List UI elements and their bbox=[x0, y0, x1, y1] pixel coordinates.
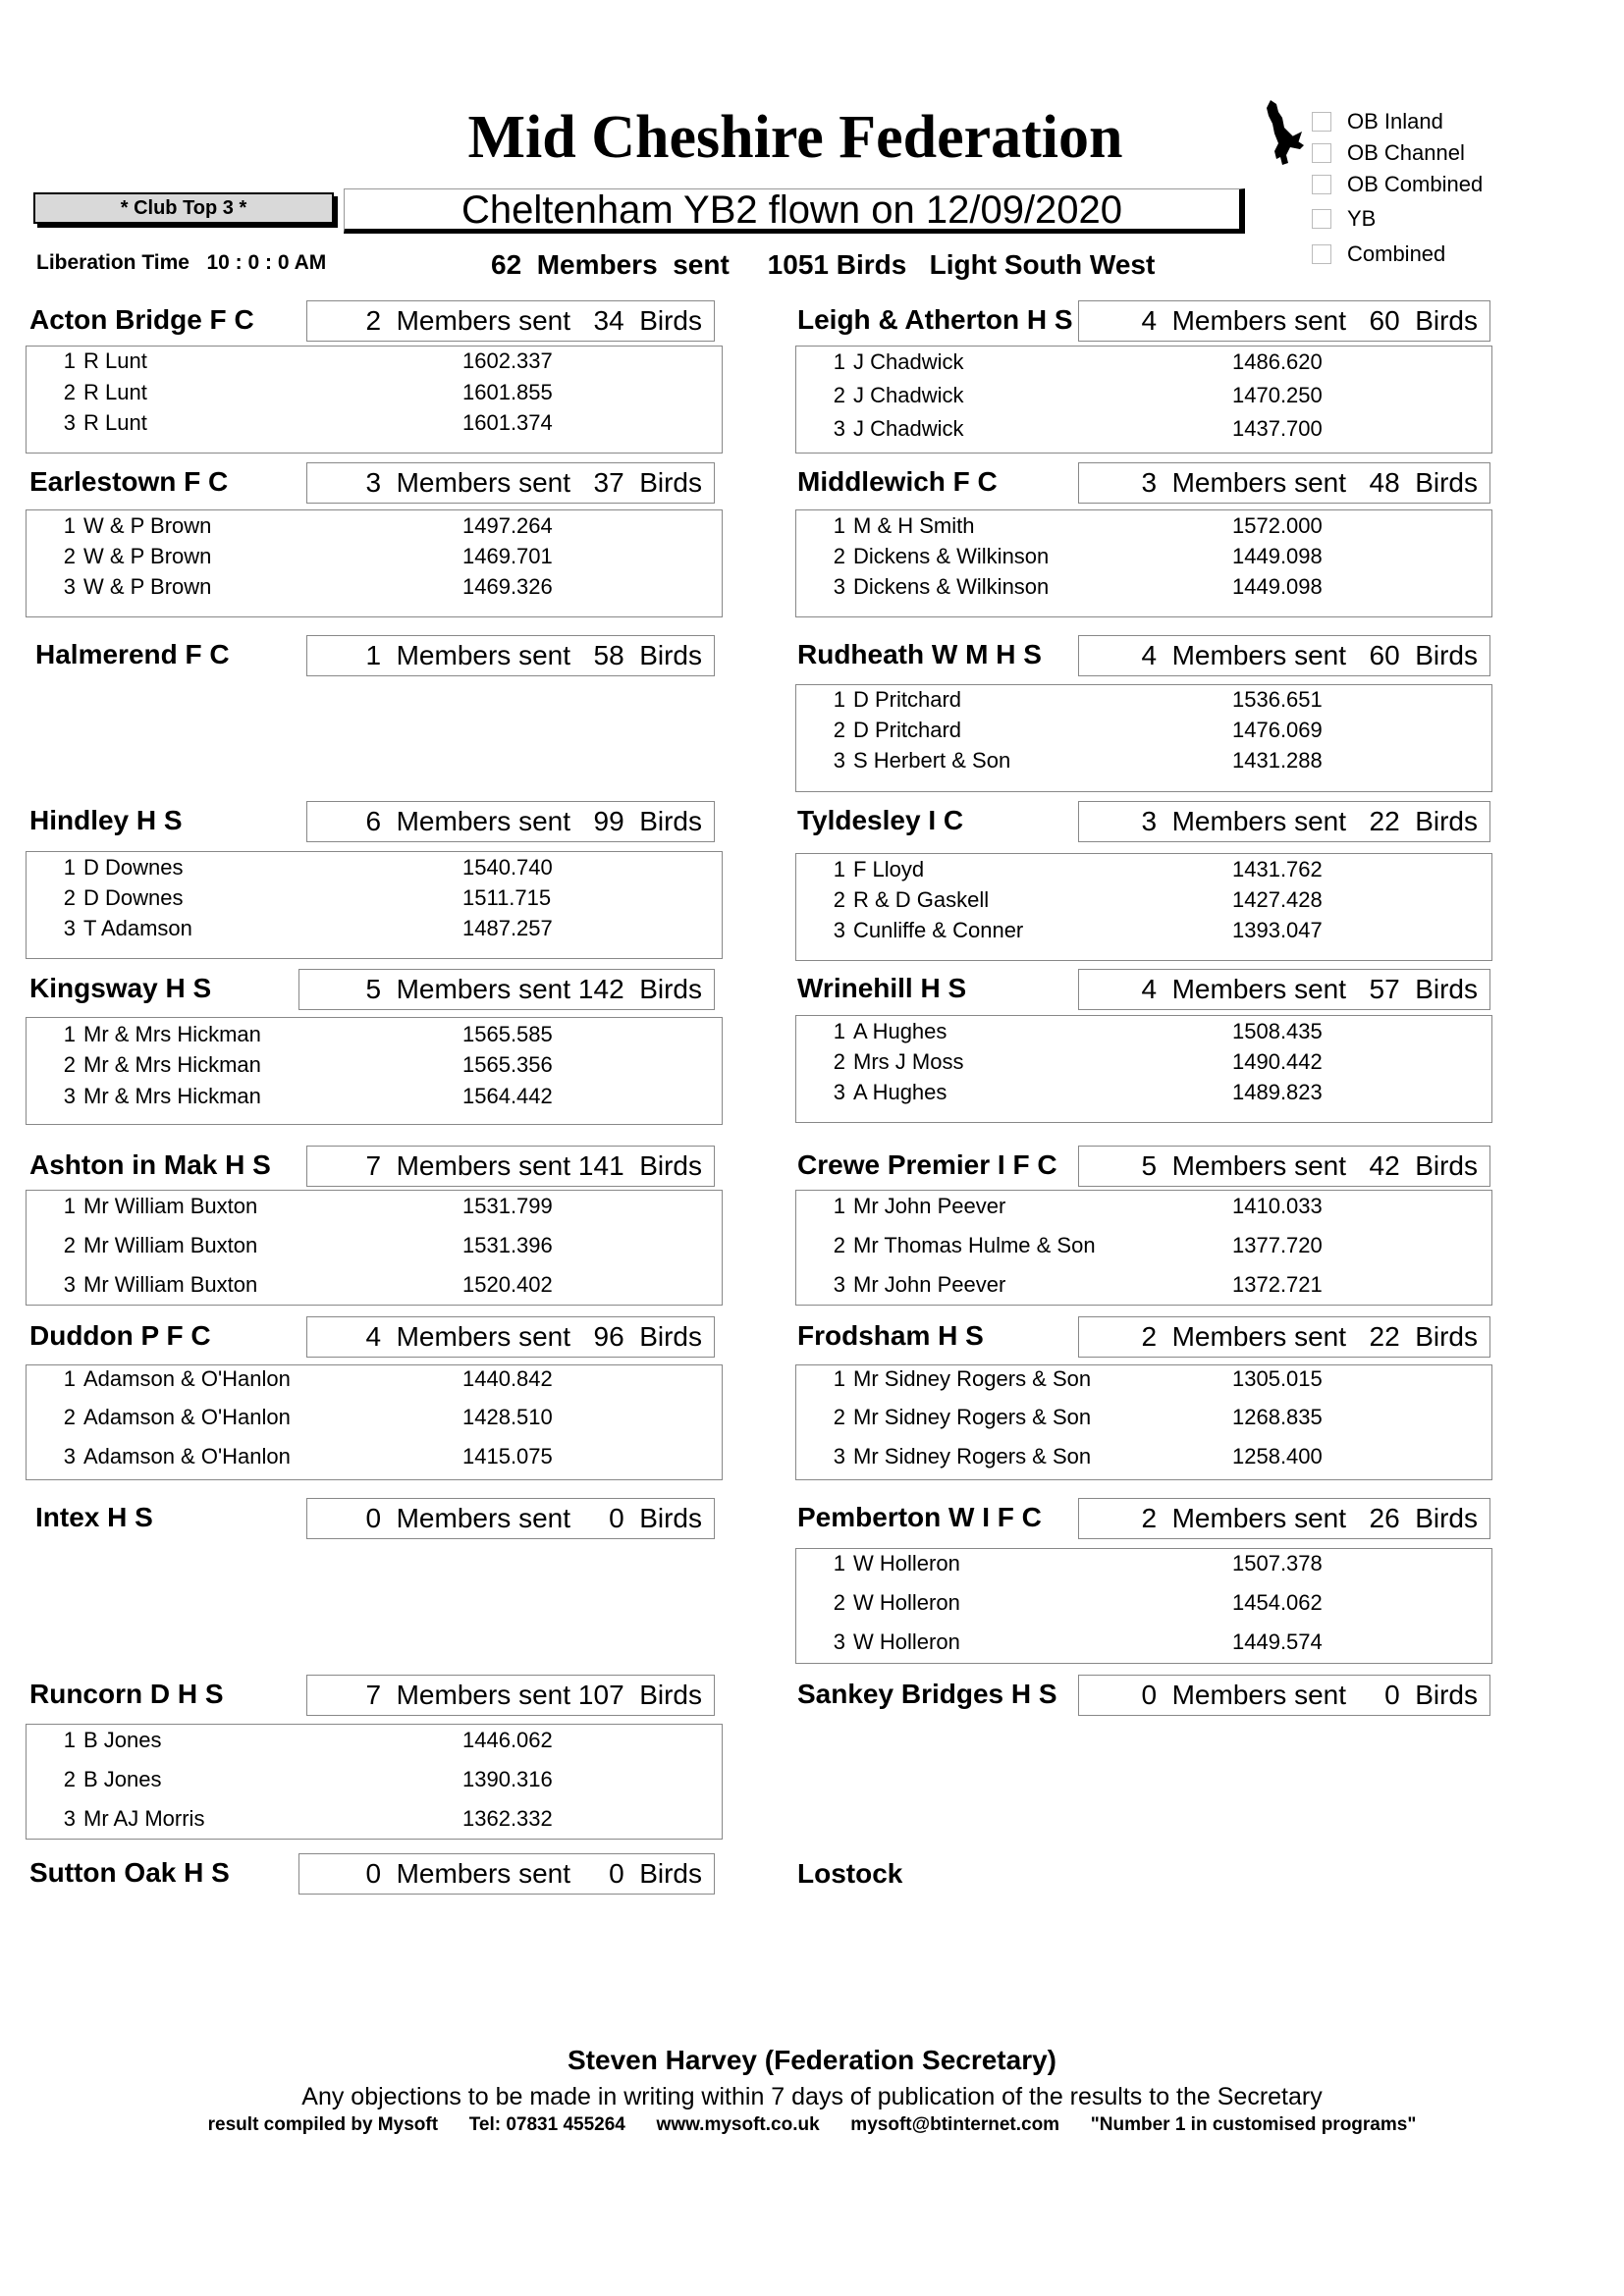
results-table bbox=[795, 684, 1492, 792]
legend-ob-channel[interactable] bbox=[1312, 138, 1465, 168]
result-position: 1 bbox=[63, 1728, 76, 1752]
club-name: Ashton in Mak H S bbox=[29, 1149, 271, 1180]
birds-sent: 58 Birds bbox=[593, 640, 702, 670]
results-table bbox=[26, 1724, 723, 1840]
result-position: 3 bbox=[833, 574, 845, 599]
club-stats bbox=[1078, 462, 1490, 504]
club-name: Lostock bbox=[797, 1858, 903, 1889]
birds-sent: 37 Birds bbox=[593, 467, 702, 498]
result-position: 2 bbox=[833, 887, 845, 912]
result-position: 3 bbox=[833, 1444, 845, 1468]
result-velocity: 1490.442 bbox=[1232, 1049, 1323, 1074]
birds-sent: 57 Birds bbox=[1369, 974, 1478, 1004]
result-velocity: 1565.585 bbox=[462, 1022, 553, 1046]
result-member: R Lunt bbox=[83, 348, 147, 373]
results-table bbox=[795, 509, 1492, 617]
club-name: Wrinehill H S bbox=[797, 973, 967, 1003]
result-velocity: 1470.250 bbox=[1232, 383, 1323, 407]
result-velocity: 1486.620 bbox=[1232, 349, 1323, 374]
result-velocity: 1511.715 bbox=[462, 885, 552, 910]
checkbox[interactable] bbox=[1312, 244, 1331, 264]
members-sent: 7 Members sent bbox=[365, 1150, 570, 1181]
result-position: 1 bbox=[833, 857, 845, 881]
result-velocity: 1377.720 bbox=[1232, 1233, 1323, 1257]
club-name: Intex H S bbox=[35, 1502, 153, 1532]
result-member: Mr Sidney Rogers & Son bbox=[853, 1444, 1092, 1468]
club-stats bbox=[306, 1675, 715, 1716]
result-position: 3 bbox=[833, 1629, 845, 1654]
result-velocity: 1520.402 bbox=[462, 1272, 553, 1297]
result-position: 2 bbox=[63, 544, 76, 568]
result-position: 2 bbox=[63, 1405, 76, 1429]
club-top-badge: * Club Top 3 * bbox=[33, 192, 334, 224]
birds-sent: 60 Birds bbox=[1369, 305, 1478, 336]
result-member: Mr William Buxton bbox=[83, 1272, 258, 1297]
result-position: 1 bbox=[833, 1019, 845, 1043]
result-member: Mr Thomas Hulme & Son bbox=[853, 1233, 1096, 1257]
result-member: R Lunt bbox=[83, 380, 147, 404]
legend-label: OB Inland bbox=[1347, 109, 1443, 133]
members-sent: 4 Members sent bbox=[1141, 305, 1346, 336]
results-table bbox=[26, 851, 723, 959]
result-position: 1 bbox=[833, 1194, 845, 1218]
birds-sent: 0 Birds bbox=[609, 1503, 702, 1533]
results-table bbox=[26, 1190, 723, 1306]
club-name: Acton Bridge F C bbox=[29, 304, 254, 335]
result-member: B Jones bbox=[83, 1767, 162, 1791]
result-member: W Holleron bbox=[853, 1590, 960, 1615]
result-member: D Downes bbox=[83, 885, 184, 910]
club-name: Rudheath W M H S bbox=[797, 639, 1042, 669]
club-name: Runcorn D H S bbox=[29, 1679, 224, 1709]
checkbox[interactable] bbox=[1312, 175, 1331, 194]
result-position: 1 bbox=[63, 1194, 76, 1218]
result-position: 2 bbox=[833, 1233, 845, 1257]
club-stats bbox=[306, 1498, 715, 1539]
result-velocity: 1415.075 bbox=[462, 1444, 553, 1468]
club-stats bbox=[298, 969, 715, 1010]
result-position: 2 bbox=[63, 1767, 76, 1791]
result-position: 1 bbox=[833, 687, 845, 712]
result-velocity: 1565.356 bbox=[462, 1052, 553, 1077]
birds-sent: 22 Birds bbox=[1369, 1321, 1478, 1352]
result-position: 1 bbox=[63, 513, 76, 538]
result-velocity: 1508.435 bbox=[1232, 1019, 1323, 1043]
result-position: 2 bbox=[833, 1590, 845, 1615]
result-member: Mr William Buxton bbox=[83, 1194, 258, 1218]
compiler-credit: result compiled by Mysoft Tel: 07831 455264 www.mysoft.co.uk mysoft@btinternet.com "Number 1 in customised programs" bbox=[207, 2114, 1417, 2135]
result-member: F Lloyd bbox=[853, 857, 925, 881]
club-name: Tyldesley I C bbox=[797, 805, 964, 835]
results-table bbox=[795, 1364, 1492, 1480]
result-velocity: 1268.835 bbox=[1232, 1405, 1323, 1429]
result-position: 2 bbox=[833, 1049, 845, 1074]
result-member: D Downes bbox=[83, 855, 184, 880]
members-sent: 3 Members sent bbox=[1141, 806, 1346, 836]
result-member: Mr & Mrs Hickman bbox=[83, 1022, 261, 1046]
result-velocity: 1428.510 bbox=[462, 1405, 553, 1429]
checkbox[interactable] bbox=[1312, 112, 1331, 132]
members-sent: 5 Members sent bbox=[1141, 1150, 1346, 1181]
members-sent: 6 Members sent bbox=[365, 806, 570, 836]
race-summary: 62 Members sent 1051 Birds Light South West bbox=[491, 249, 1156, 280]
result-velocity: 1601.855 bbox=[462, 380, 553, 404]
result-member: Mr & Mrs Hickman bbox=[83, 1052, 261, 1077]
result-velocity: 1601.374 bbox=[462, 410, 553, 435]
result-velocity: 1431.288 bbox=[1232, 748, 1323, 773]
results-table bbox=[795, 1190, 1492, 1306]
results-table bbox=[795, 346, 1492, 454]
result-position: 2 bbox=[833, 718, 845, 742]
result-velocity: 1449.574 bbox=[1232, 1629, 1323, 1654]
club-stats bbox=[306, 1146, 715, 1187]
result-member: W & P Brown bbox=[83, 574, 212, 599]
club-stats bbox=[1078, 1675, 1490, 1716]
result-position: 3 bbox=[833, 918, 845, 942]
birds-sent: 26 Birds bbox=[1369, 1503, 1478, 1533]
club-stats bbox=[306, 300, 715, 342]
result-velocity: 1497.264 bbox=[462, 513, 553, 538]
result-velocity: 1449.098 bbox=[1232, 544, 1323, 568]
club-name: Hindley H S bbox=[29, 805, 183, 835]
result-member: W Holleron bbox=[853, 1629, 960, 1654]
result-position: 3 bbox=[833, 416, 845, 441]
result-velocity: 1469.326 bbox=[462, 574, 553, 599]
club-stats bbox=[298, 1853, 715, 1895]
objections-notice: Any objections to be made in writing within 7 days of publication of the results to the Secretary bbox=[301, 2083, 1323, 2110]
result-member: J Chadwick bbox=[853, 416, 964, 441]
members-sent: 2 Members sent bbox=[1141, 1321, 1346, 1352]
result-position: 3 bbox=[63, 410, 76, 435]
result-member: W & P Brown bbox=[83, 513, 212, 538]
club-name: Earlestown F C bbox=[29, 466, 229, 497]
club-name: Sankey Bridges H S bbox=[797, 1679, 1057, 1709]
club-stats bbox=[1078, 635, 1490, 676]
result-position: 2 bbox=[63, 1233, 76, 1257]
result-velocity: 1390.316 bbox=[462, 1767, 553, 1791]
club-name: Crewe Premier I F C bbox=[797, 1149, 1057, 1180]
club-stats bbox=[306, 462, 715, 504]
members-sent: 2 Members sent bbox=[365, 305, 570, 336]
result-member: M & H Smith bbox=[853, 513, 975, 538]
club-name: Pemberton W I F C bbox=[797, 1502, 1042, 1532]
club-stats bbox=[1078, 1146, 1490, 1187]
result-position: 3 bbox=[63, 1806, 76, 1831]
result-velocity: 1362.332 bbox=[462, 1806, 553, 1831]
result-member: Mr William Buxton bbox=[83, 1233, 258, 1257]
result-velocity: 1410.033 bbox=[1232, 1194, 1323, 1218]
result-member: J Chadwick bbox=[853, 349, 964, 374]
result-position: 1 bbox=[833, 1551, 845, 1575]
result-position: 2 bbox=[63, 380, 76, 404]
checkbox[interactable] bbox=[1312, 143, 1331, 163]
results-table bbox=[26, 1364, 723, 1480]
result-position: 3 bbox=[63, 1444, 76, 1468]
club-stats bbox=[1078, 1498, 1490, 1539]
result-member: Mr Sidney Rogers & Son bbox=[853, 1405, 1092, 1429]
club-stats bbox=[306, 635, 715, 676]
result-member: Adamson & O'Hanlon bbox=[83, 1444, 291, 1468]
club-name: Middlewich F C bbox=[797, 466, 998, 497]
result-member: Dickens & Wilkinson bbox=[853, 574, 1050, 599]
result-position: 2 bbox=[833, 544, 845, 568]
club-stats bbox=[1078, 1316, 1490, 1358]
result-position: 1 bbox=[63, 855, 76, 880]
result-velocity: 1454.062 bbox=[1232, 1590, 1323, 1615]
members-sent: 1 Members sent bbox=[365, 640, 570, 670]
club-stats bbox=[1078, 801, 1490, 842]
result-member: S Herbert & Son bbox=[853, 748, 1011, 773]
result-member: Adamson & O'Hanlon bbox=[83, 1366, 291, 1391]
legend-label: OB Combined bbox=[1347, 172, 1484, 196]
result-position: 2 bbox=[833, 383, 845, 407]
result-velocity: 1602.337 bbox=[462, 348, 553, 373]
result-member: D Pritchard bbox=[853, 718, 962, 742]
club-name: Leigh & Atherton H S bbox=[797, 304, 1073, 335]
club-stats bbox=[1078, 969, 1490, 1010]
result-member: Mr AJ Morris bbox=[83, 1806, 205, 1831]
result-velocity: 1487.257 bbox=[462, 916, 553, 940]
result-position: 1 bbox=[63, 1022, 76, 1046]
birds-sent: 48 Birds bbox=[1369, 467, 1478, 498]
result-member: Mr Sidney Rogers & Son bbox=[853, 1366, 1092, 1391]
result-velocity: 1531.396 bbox=[462, 1233, 553, 1257]
result-velocity: 1564.442 bbox=[462, 1084, 553, 1108]
birds-sent: 22 Birds bbox=[1369, 806, 1478, 836]
result-member: Mrs J Moss bbox=[853, 1049, 964, 1074]
birds-sent: 142 Birds bbox=[577, 974, 702, 1004]
results-table bbox=[26, 509, 723, 617]
result-member: T Adamson bbox=[83, 916, 192, 940]
members-sent: 0 Members sent bbox=[365, 1503, 570, 1533]
members-sent: 7 Members sent bbox=[365, 1680, 570, 1710]
result-velocity: 1469.701 bbox=[462, 544, 553, 568]
legend-combined[interactable] bbox=[1312, 240, 1445, 269]
result-position: 3 bbox=[63, 916, 76, 940]
result-velocity: 1440.842 bbox=[462, 1366, 553, 1391]
members-sent: 4 Members sent bbox=[1141, 974, 1346, 1004]
results-table bbox=[795, 1548, 1492, 1664]
birds-sent: 96 Birds bbox=[593, 1321, 702, 1352]
members-sent: 5 Members sent bbox=[365, 974, 570, 1004]
result-velocity: 1427.428 bbox=[1232, 887, 1323, 912]
result-velocity: 1437.700 bbox=[1232, 416, 1323, 441]
legend-label: YB bbox=[1347, 206, 1377, 231]
result-member: Mr John Peever bbox=[853, 1272, 1006, 1297]
birds-sent: 99 Birds bbox=[593, 806, 702, 836]
result-position: 3 bbox=[833, 1272, 845, 1297]
result-position: 3 bbox=[833, 748, 845, 773]
result-velocity: 1305.015 bbox=[1232, 1366, 1323, 1391]
members-sent: 3 Members sent bbox=[365, 467, 570, 498]
result-position: 1 bbox=[833, 349, 845, 374]
members-sent: 0 Members sent bbox=[1141, 1680, 1346, 1710]
result-velocity: 1540.740 bbox=[462, 855, 553, 880]
result-velocity: 1531.799 bbox=[462, 1194, 553, 1218]
result-position: 3 bbox=[63, 1272, 76, 1297]
result-member: Mr & Mrs Hickman bbox=[83, 1084, 261, 1108]
result-member: Cunliffe & Conner bbox=[853, 918, 1024, 942]
club-name: Halmerend F C bbox=[35, 639, 230, 669]
result-member: Adamson & O'Hanlon bbox=[83, 1405, 291, 1429]
result-member: J Chadwick bbox=[853, 383, 964, 407]
club-name: Sutton Oak H S bbox=[29, 1857, 230, 1888]
pigeon-icon bbox=[1263, 98, 1312, 167]
club-name: Duddon P F C bbox=[29, 1320, 211, 1351]
birds-sent: 141 Birds bbox=[577, 1150, 702, 1181]
club-stats bbox=[1078, 300, 1490, 342]
club-stats bbox=[306, 1316, 715, 1358]
result-position: 3 bbox=[63, 574, 76, 599]
legend-label: Combined bbox=[1347, 241, 1446, 266]
federation-secretary: Steven Harvey (Federation Secretary) bbox=[568, 2045, 1056, 2075]
result-velocity: 1431.762 bbox=[1232, 857, 1323, 881]
legend-ob-inland[interactable] bbox=[1312, 107, 1443, 136]
legend-label: OB Channel bbox=[1347, 140, 1465, 165]
result-velocity: 1372.721 bbox=[1232, 1272, 1323, 1297]
result-position: 2 bbox=[63, 885, 76, 910]
legend-ob-combined[interactable] bbox=[1312, 170, 1483, 199]
result-velocity: 1258.400 bbox=[1232, 1444, 1323, 1468]
result-velocity: 1507.378 bbox=[1232, 1551, 1323, 1575]
result-position: 1 bbox=[63, 1366, 76, 1391]
result-member: W Holleron bbox=[853, 1551, 960, 1575]
birds-sent: 60 Birds bbox=[1369, 640, 1478, 670]
result-position: 1 bbox=[833, 1366, 845, 1391]
birds-sent: 0 Birds bbox=[1384, 1680, 1478, 1710]
results-table bbox=[795, 853, 1492, 961]
members-sent: 4 Members sent bbox=[365, 1321, 570, 1352]
birds-sent: 107 Birds bbox=[577, 1680, 702, 1710]
result-member: W & P Brown bbox=[83, 544, 212, 568]
result-member: A Hughes bbox=[853, 1080, 947, 1104]
birds-sent: 0 Birds bbox=[609, 1858, 702, 1889]
result-position: 3 bbox=[63, 1084, 76, 1108]
birds-sent: 42 Birds bbox=[1369, 1150, 1478, 1181]
members-sent: 3 Members sent bbox=[1141, 467, 1346, 498]
result-position: 1 bbox=[833, 513, 845, 538]
club-name: Kingsway H S bbox=[29, 973, 212, 1003]
result-position: 3 bbox=[833, 1080, 845, 1104]
result-member: R Lunt bbox=[83, 410, 147, 435]
page-title: Mid Cheshire Federation bbox=[467, 104, 1123, 171]
members-sent: 2 Members sent bbox=[1141, 1503, 1346, 1533]
result-velocity: 1572.000 bbox=[1232, 513, 1323, 538]
results-table bbox=[26, 1017, 723, 1125]
race-title: Cheltenham YB2 flown on 12/09/2020 bbox=[344, 188, 1245, 234]
result-position: 2 bbox=[63, 1052, 76, 1077]
result-velocity: 1446.062 bbox=[462, 1728, 553, 1752]
result-member: D Pritchard bbox=[853, 687, 962, 712]
members-sent: 4 Members sent bbox=[1141, 640, 1346, 670]
result-velocity: 1536.651 bbox=[1232, 687, 1323, 712]
result-velocity: 1393.047 bbox=[1232, 918, 1323, 942]
result-position: 2 bbox=[833, 1405, 845, 1429]
result-velocity: 1449.098 bbox=[1232, 574, 1323, 599]
result-member: A Hughes bbox=[853, 1019, 947, 1043]
result-position: 1 bbox=[63, 348, 76, 373]
results-table bbox=[26, 346, 723, 454]
liberation-time: Liberation Time 10 : 0 : 0 AM bbox=[36, 251, 327, 274]
club-name: Frodsham H S bbox=[797, 1320, 984, 1351]
members-sent: 0 Members sent bbox=[365, 1858, 570, 1889]
birds-sent: 34 Birds bbox=[593, 305, 702, 336]
result-velocity: 1489.823 bbox=[1232, 1080, 1323, 1104]
result-member: Dickens & Wilkinson bbox=[853, 544, 1050, 568]
result-member: B Jones bbox=[83, 1728, 162, 1752]
club-stats bbox=[306, 801, 715, 842]
checkbox[interactable] bbox=[1312, 209, 1331, 229]
result-member: R & D Gaskell bbox=[853, 887, 990, 912]
result-velocity: 1476.069 bbox=[1232, 718, 1323, 742]
legend-yb[interactable] bbox=[1312, 204, 1376, 234]
results-table bbox=[795, 1015, 1492, 1123]
result-member: Mr John Peever bbox=[853, 1194, 1006, 1218]
